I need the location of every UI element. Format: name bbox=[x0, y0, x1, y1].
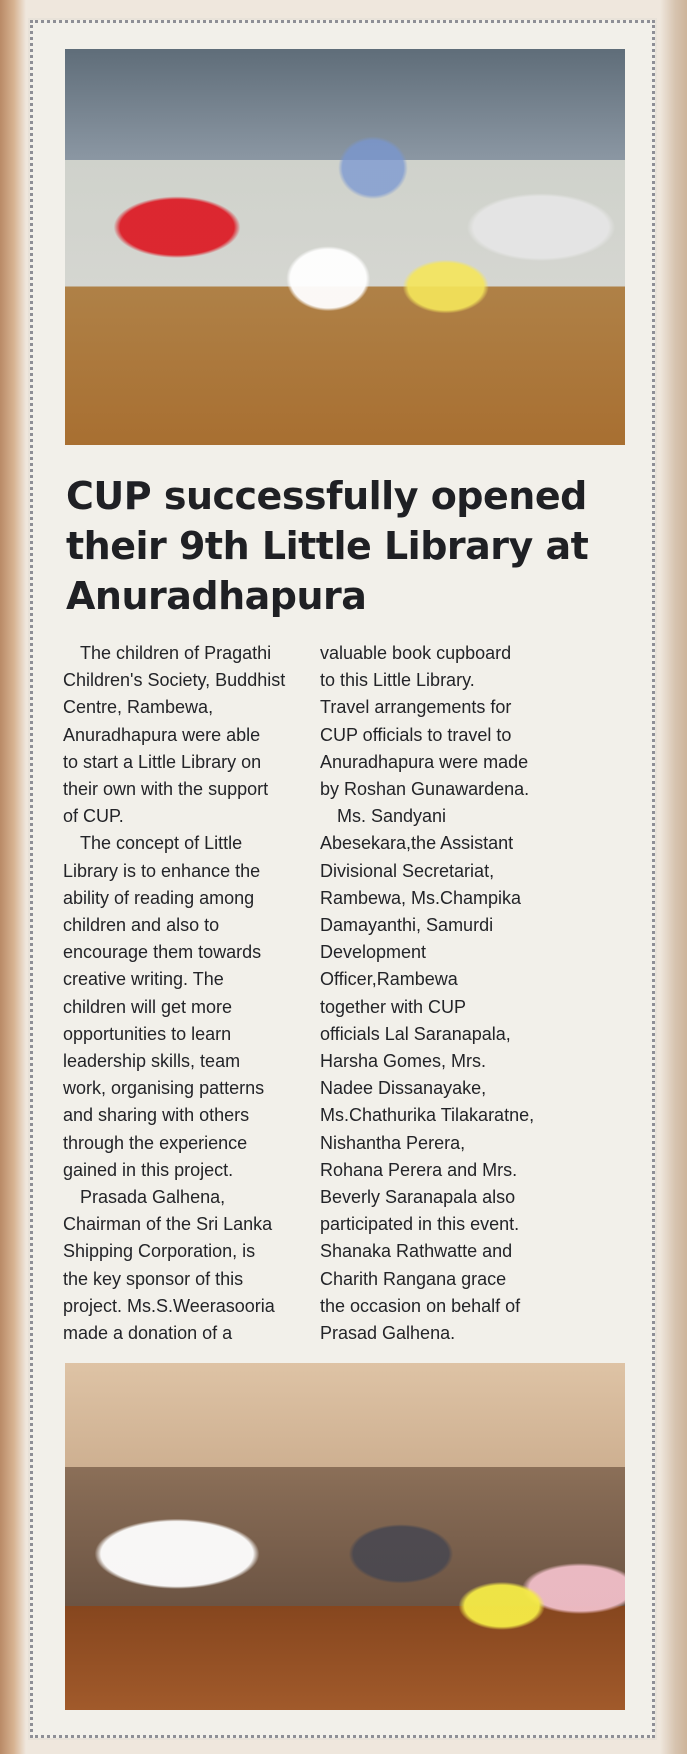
left-line: through the experience bbox=[63, 1132, 248, 1153]
left-line: their own with the support bbox=[63, 779, 269, 800]
right-line: valuable book cupboard bbox=[320, 643, 512, 663]
left-line: to start a Little Library on bbox=[63, 751, 262, 772]
headline-line-2: their 9th Little Library at bbox=[66, 524, 589, 568]
right-line: together with CUP bbox=[320, 996, 467, 1017]
right-line: Divisional Secretariat, bbox=[320, 860, 495, 881]
left-line: Library is to enhance the bbox=[63, 860, 261, 881]
right-line: to this Little Library. bbox=[320, 670, 475, 691]
left-line: work, organising patterns bbox=[63, 1078, 265, 1099]
left-line: creative writing. The bbox=[63, 969, 224, 990]
left-line: children and also to bbox=[63, 915, 220, 936]
right-line: Officer,Rambewa bbox=[320, 969, 458, 990]
left-line: of CUP. bbox=[63, 806, 124, 827]
right-line: by Roshan Gunawardena. bbox=[320, 779, 530, 800]
headline-line-1: CUP successfully opened bbox=[66, 474, 587, 518]
right-line: Harsha Gomes, Mrs. bbox=[320, 1051, 487, 1072]
bottom-photo bbox=[65, 1363, 625, 1710]
right-line: CUP officials to travel to bbox=[320, 724, 512, 745]
left-line: The concept of Little bbox=[80, 833, 243, 854]
left-line: Chairman of the Sri Lanka bbox=[63, 1214, 273, 1235]
left-line: Prasada Galhena, bbox=[80, 1187, 226, 1208]
right-line: Abesekara,the Assistant bbox=[320, 833, 514, 854]
right-line: Ms. Sandyani bbox=[337, 806, 447, 827]
left-line: opportunities to learn bbox=[63, 1023, 232, 1044]
right-line: Rohana Perera and Mrs. bbox=[320, 1159, 518, 1180]
right-line: Prasad Galhena. bbox=[320, 1323, 456, 1344]
left-line: Children's Society, Buddhist bbox=[63, 670, 286, 691]
right-line: Charith Rangana grace bbox=[320, 1268, 507, 1289]
right-line: Nadee Dissanayake, bbox=[320, 1078, 487, 1099]
right-line: Damayanthi, Samurdi bbox=[320, 915, 494, 936]
left-line: gained in this project. bbox=[63, 1159, 234, 1180]
left-line: made a donation of a bbox=[63, 1323, 233, 1344]
right-line: Ms.Chathurika Tilakaratne, bbox=[320, 1105, 535, 1126]
newspaper-clipping bbox=[30, 20, 655, 1738]
right-line: Rambewa, Ms.Champika bbox=[320, 887, 522, 908]
left-line: encourage them towards bbox=[63, 942, 262, 963]
right-line: Anuradhapura were made bbox=[320, 751, 529, 772]
right-line: participated in this event. bbox=[320, 1214, 520, 1235]
left-line: and sharing with others bbox=[63, 1105, 250, 1126]
right-line: Development bbox=[320, 942, 427, 963]
article-headline bbox=[66, 471, 626, 621]
right-line: Shanaka Rathwatte and bbox=[320, 1241, 513, 1262]
left-line: ability of reading among bbox=[63, 887, 255, 908]
article-left-column bbox=[63, 640, 318, 1347]
right-line: Travel arrangements for bbox=[320, 697, 512, 718]
left-line: the key sponsor of this bbox=[63, 1268, 244, 1289]
left-line: project. Ms.S.Weerasooria bbox=[63, 1295, 275, 1316]
left-line: The children of Pragathi bbox=[80, 643, 272, 663]
right-line: Beverly Saranapala also bbox=[320, 1187, 516, 1208]
left-line: leadership skills, team bbox=[63, 1051, 241, 1072]
right-line: the occasion on behalf of bbox=[320, 1295, 521, 1316]
headline-line-3: Anuradhapura bbox=[66, 574, 367, 618]
left-line: Anuradhapura were able bbox=[63, 724, 261, 745]
right-line: officials Lal Saranapala, bbox=[320, 1023, 511, 1044]
article-right-column bbox=[320, 640, 575, 1347]
right-line: Nishantha Perera, bbox=[320, 1132, 466, 1153]
left-line: Shipping Corporation, is bbox=[63, 1241, 256, 1262]
top-photo bbox=[65, 49, 625, 445]
left-line: Centre, Rambewa, bbox=[63, 697, 214, 718]
left-line: children will get more bbox=[63, 996, 233, 1017]
